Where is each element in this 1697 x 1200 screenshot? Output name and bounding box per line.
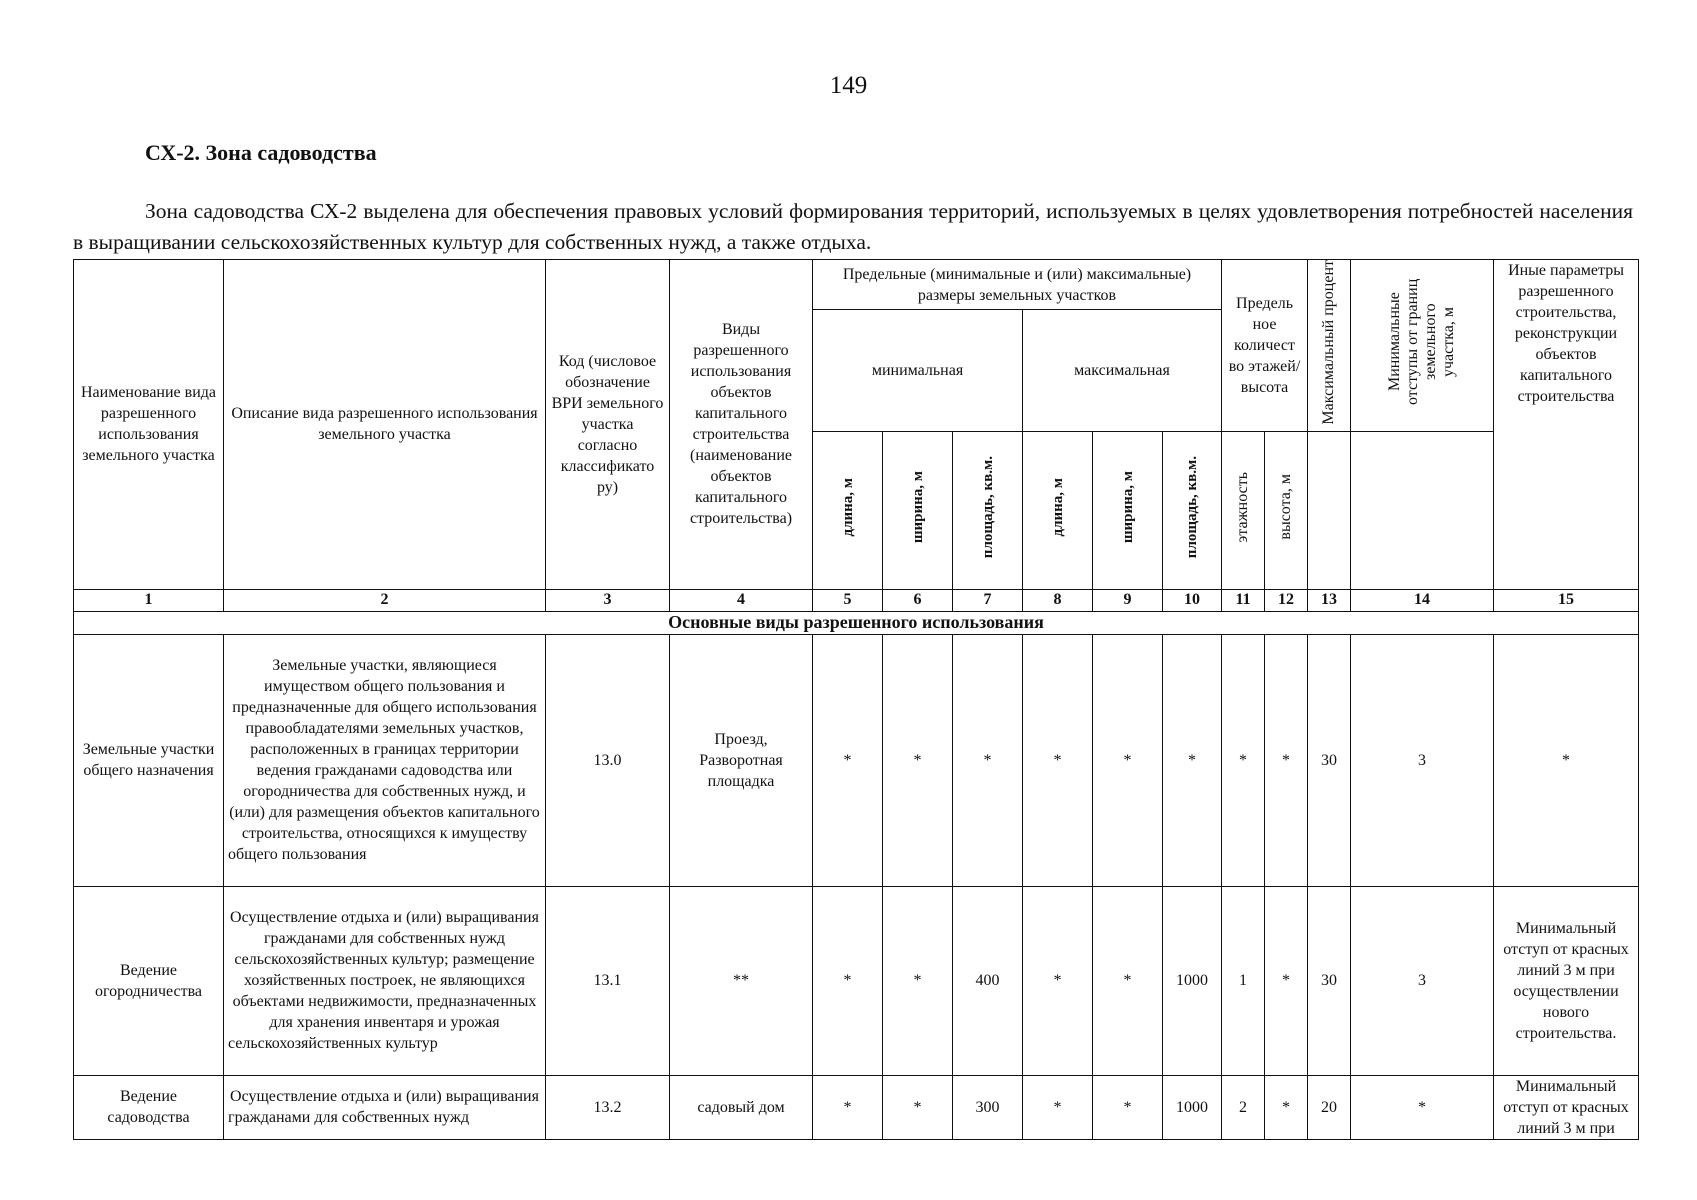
zoning-table — [73, 259, 1639, 1140]
row-setback: 3 — [1351, 634, 1494, 886]
header-setbacks-text: Минимальные отступы от границ земельного участка, м — [1386, 279, 1458, 406]
row-max-width: * — [1093, 886, 1163, 1075]
row-code: 13.0 — [546, 634, 670, 886]
row-min-area: 400 — [953, 886, 1023, 1075]
header-floors — [1222, 431, 1265, 589]
header-height-text: высота, м — [1277, 474, 1295, 540]
row-percent: 20 — [1308, 1075, 1351, 1139]
column-number: 6 — [883, 589, 953, 611]
row-name: Земельные участки общего назначения — [74, 634, 224, 886]
column-number: 13 — [1308, 589, 1351, 611]
header-max-width-text: ширина, м — [1119, 470, 1136, 544]
column-number: 10 — [1163, 589, 1222, 611]
header-height — [1265, 431, 1308, 589]
section-title: Основные виды разрешенного использования — [74, 611, 1639, 634]
row-height: * — [1265, 1075, 1308, 1139]
zone-title: СХ-2. Зона садоводства — [145, 140, 377, 165]
row-description: Земельные участки, являющиеся имуществом общего пользования и предназначенные для общего использования правообладателями земельных участков, расположенных в границах территории ведения гражданами садоводства или огородничества для собственных нужд, и (или) для размещения объектов капитального строительства, относящихся к имуществу общего пользования — [224, 634, 546, 886]
header-min-area-text: площадь, кв.м. — [979, 455, 996, 559]
column-number: 1 — [74, 589, 224, 611]
row-description: Осуществление отдыха и (или) выращивания гражданами для собственных нужд сельскохозяйственных культур; размещение хозяйственных построек, не являющихся объектами недвижимости, предназначенных для хранения инвентаря и урожая сельскохозяйственных культур — [224, 886, 546, 1075]
row-code: 13.2 — [546, 1075, 670, 1139]
header-min-width-text: ширина, м — [909, 470, 926, 544]
header-other: Иные параметры разрешенного строительства, реконструкции объектов капитального строительства — [1494, 260, 1639, 590]
header-max-length-text: длина, м — [1049, 477, 1066, 537]
row-height: * — [1265, 634, 1308, 886]
table-row — [74, 1075, 1639, 1139]
row-percent: 30 — [1308, 886, 1351, 1075]
header-objects: Виды разрешенного использования объектов капитального строительства (наименование объектов капитального строительства) — [670, 260, 813, 590]
header-max-percent — [1308, 260, 1351, 432]
header-min-area — [953, 431, 1023, 589]
row-setback: 3 — [1351, 886, 1494, 1075]
row-code: 13.1 — [546, 886, 670, 1075]
row-min-width: * — [883, 634, 953, 886]
row-max-width: * — [1093, 1075, 1163, 1139]
header-name: Наименование вида разрешенного использования земельного участка — [74, 260, 224, 590]
row-max-length: * — [1023, 886, 1093, 1075]
header-max-width — [1093, 431, 1163, 589]
row-max-width: * — [1093, 634, 1163, 886]
row-other: Минимальный отступ от красных линий 3 м при осуществлении нового строительства. — [1494, 886, 1639, 1075]
row-objects: садовый дом — [670, 1075, 813, 1139]
table-row — [74, 634, 1639, 886]
header-min-length-text: длина, м — [839, 477, 856, 537]
header-max-area-text: площадь, кв.м. — [1184, 455, 1200, 559]
header-maximal: максимальная — [1023, 310, 1222, 431]
row-other: Минимальный отступ от красных линий 3 м при — [1494, 1075, 1639, 1139]
row-max-area: * — [1163, 634, 1222, 886]
header-max-length — [1023, 431, 1093, 589]
column-number: 4 — [670, 589, 813, 611]
row-other: * — [1494, 634, 1639, 886]
header-minimal: минимальная — [813, 310, 1023, 431]
header-floors-text: этажность — [1234, 471, 1252, 543]
column-number: 15 — [1494, 589, 1639, 611]
row-min-length: * — [813, 634, 883, 886]
header-limits: Предельные (минимальные и (или) максимальные) размеры земельных участков — [813, 260, 1222, 310]
row-floors: * — [1222, 634, 1265, 886]
table-row — [74, 886, 1639, 1075]
row-name: Ведение огородничества — [74, 886, 224, 1075]
row-max-area: 1000 — [1163, 1075, 1222, 1139]
row-min-width: * — [883, 886, 953, 1075]
row-max-area: 1000 — [1163, 886, 1222, 1075]
column-number: 2 — [224, 589, 546, 611]
column-number: 5 — [813, 589, 883, 611]
row-max-length: * — [1023, 1075, 1093, 1139]
row-min-area: 300 — [953, 1075, 1023, 1139]
row-max-length: * — [1023, 634, 1093, 886]
row-min-length: * — [813, 886, 883, 1075]
header-percent-empty — [1308, 431, 1351, 589]
header-max-percent-text: Максимальный процент — [1320, 260, 1338, 425]
row-min-length: * — [813, 1075, 883, 1139]
column-number: 8 — [1023, 589, 1093, 611]
row-description: Осуществление отдыха и (или) выращивания гражданами для собственных нужд — [224, 1075, 546, 1139]
row-min-width: * — [883, 1075, 953, 1139]
header-floors-group: Предель ное количест во этажей/ высота — [1222, 260, 1308, 432]
row-setback: * — [1351, 1075, 1494, 1139]
row-height: * — [1265, 886, 1308, 1075]
header-code: Код (числовое обозначение ВРИ земельного участка согласно классификато ру) — [546, 260, 670, 590]
column-number: 7 — [953, 589, 1023, 611]
column-number: 3 — [546, 589, 670, 611]
intro-paragraph: Зона садоводства СХ-2 выделена для обеспечения правовых условий формирования территорий, используемых в целях удовлетворения потребностей населения в выращивании сельскохозяйственных культур для собственных нужд, а также отдыха. — [73, 199, 1633, 254]
row-name: Ведение садоводства — [74, 1075, 224, 1139]
column-number: 14 — [1351, 589, 1494, 611]
row-floors: 2 — [1222, 1075, 1265, 1139]
row-percent: 30 — [1308, 634, 1351, 886]
header-setbacks-empty — [1351, 431, 1494, 589]
column-number: 12 — [1265, 589, 1308, 611]
header-description: Описание вида разрешенного использования земельного участка — [224, 260, 546, 590]
row-objects: Проезд, Разворотная площадка — [670, 634, 813, 886]
header-max-area — [1163, 431, 1222, 589]
page-number: 149 — [829, 72, 868, 99]
column-number: 11 — [1222, 589, 1265, 611]
row-floors: 1 — [1222, 886, 1265, 1075]
row-objects: ** — [670, 886, 813, 1075]
header-min-length — [813, 431, 883, 589]
column-number: 9 — [1093, 589, 1163, 611]
header-min-width — [883, 431, 953, 589]
header-setbacks — [1351, 260, 1494, 432]
row-min-area: * — [953, 634, 1023, 886]
